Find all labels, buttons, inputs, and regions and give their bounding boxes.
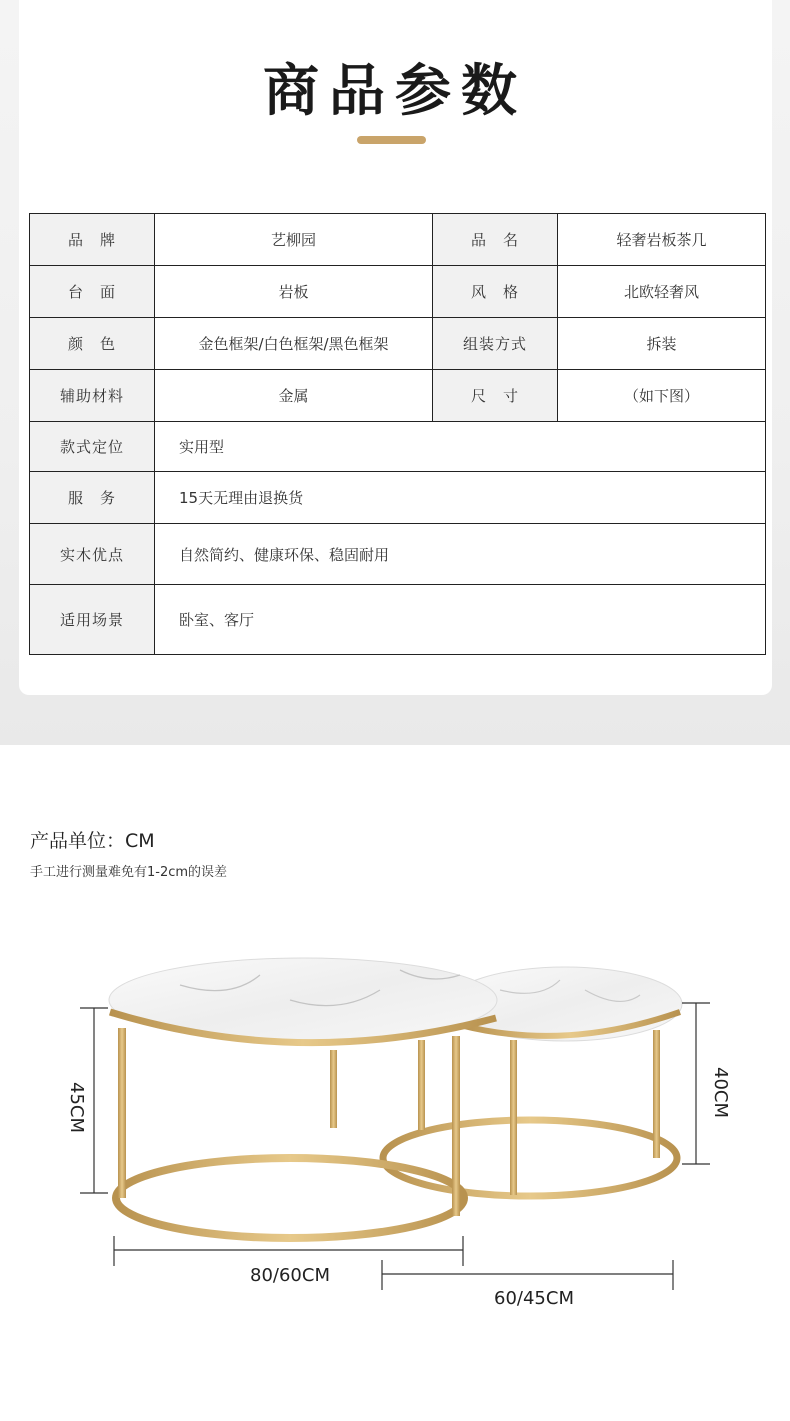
param-value: 拆装 xyxy=(558,318,766,370)
param-key: 款式定位 xyxy=(30,422,155,472)
param-key: 品 牌 xyxy=(30,214,155,266)
height-large-label: 45CM xyxy=(66,1082,87,1134)
param-value: 自然简约、健康环保、稳固耐用 xyxy=(155,524,766,585)
param-value: 卧室、客厅 xyxy=(155,585,766,655)
param-value: 岩板 xyxy=(155,266,433,318)
product-unit: 产品单位：CM xyxy=(30,830,155,852)
param-value: 艺柳园 xyxy=(155,214,433,266)
param-value: 实用型 xyxy=(155,422,766,472)
diameter-large-label: 80/60CM xyxy=(250,1265,330,1286)
table-row xyxy=(30,524,766,585)
param-key: 尺 寸 xyxy=(433,370,558,422)
title-underline xyxy=(357,136,426,144)
param-key: 品 名 xyxy=(433,214,558,266)
param-value: （如下图） xyxy=(558,370,766,422)
table-row xyxy=(30,422,766,472)
param-key: 组装方式 xyxy=(433,318,558,370)
diameter-small-label: 60/45CM xyxy=(494,1288,574,1309)
params-table xyxy=(29,213,766,655)
param-key: 服 务 xyxy=(30,472,155,524)
param-key: 颜 色 xyxy=(30,318,155,370)
param-key: 风 格 xyxy=(433,266,558,318)
param-value: 北欧轻奢风 xyxy=(558,266,766,318)
param-value: 轻奢岩板茶几 xyxy=(558,214,766,266)
table-row xyxy=(30,318,766,370)
param-key: 辅助材料 xyxy=(30,370,155,422)
height-small-label: 40CM xyxy=(710,1067,731,1119)
table-row xyxy=(30,214,766,266)
param-key: 适用场景 xyxy=(30,585,155,655)
coffee-table-illustration xyxy=(0,930,790,1330)
table-row xyxy=(30,266,766,318)
measurement-note: 手工进行测量难免有1-2cm的误差 xyxy=(30,865,228,880)
param-key: 台 面 xyxy=(30,266,155,318)
table-row xyxy=(30,472,766,524)
page-title: 商品参数 xyxy=(263,58,527,124)
param-value: 金属 xyxy=(155,370,433,422)
param-value: 金色框架/白色框架/黑色框架 xyxy=(155,318,433,370)
param-key: 实木优点 xyxy=(30,524,155,585)
table-row xyxy=(30,585,766,655)
param-value: 15天无理由退换货 xyxy=(155,472,766,524)
large-table xyxy=(109,958,497,1238)
table-row xyxy=(30,370,766,422)
